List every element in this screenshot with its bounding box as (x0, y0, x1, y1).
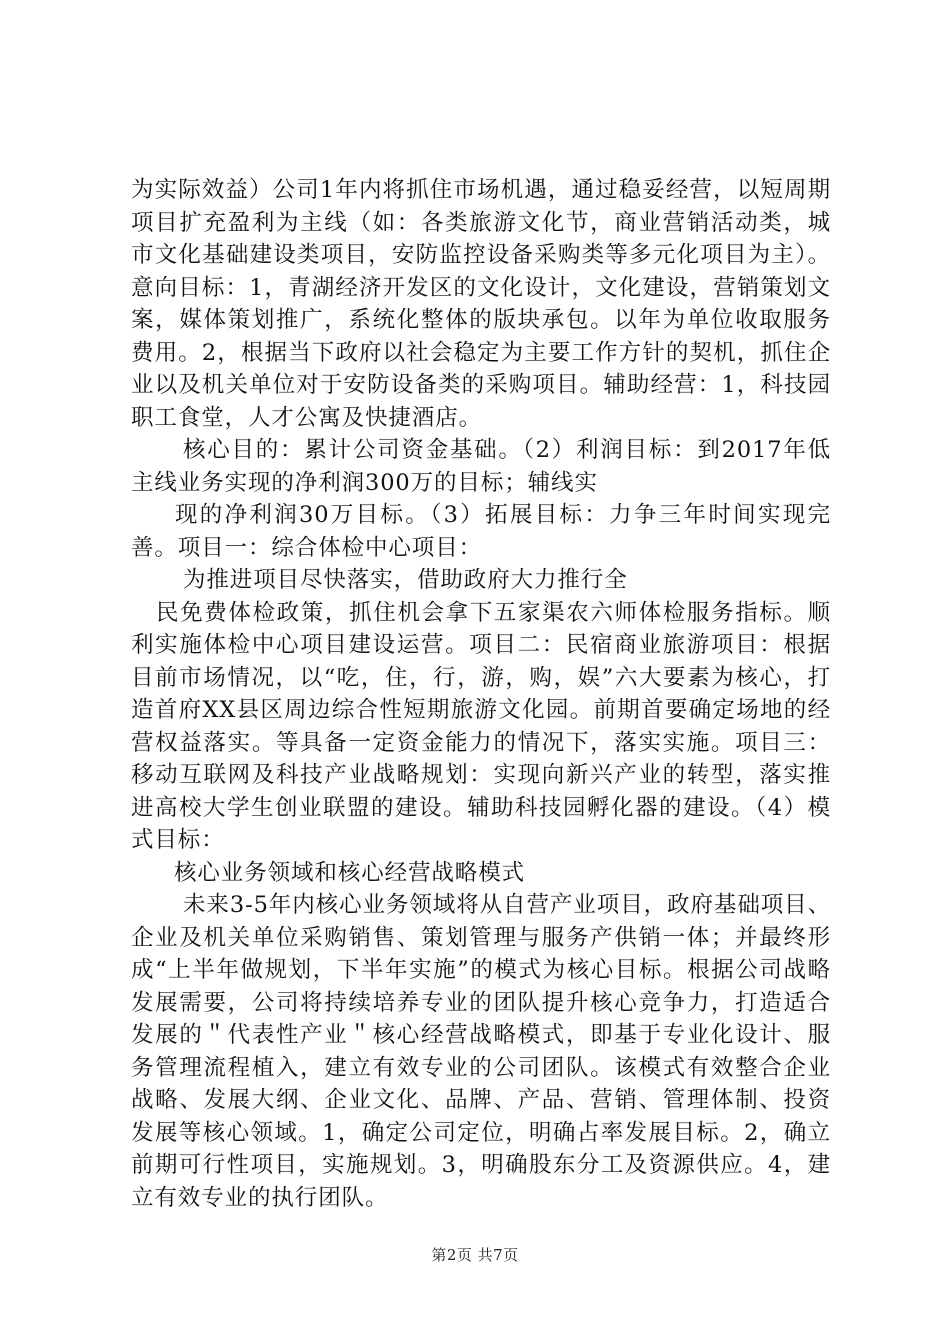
paragraph-model-heading: 核心业务领域和核心经营战略模式 (174, 859, 526, 886)
paragraph-targets: 为实际效益）公司1年内将抓住市场机遇，通过稳妥经营，以短周期项目扩充盈利为主线（如：各类旅游文化节，商业营销活动类，城市文化基础建设类项目，安防监控设备采购类等多元化项目为主）。意向目标：1，青湖经济开发区的文化设计，文化建设，营销策划文案，媒体策划推广，系统化整体的版块承包。以年为单位收取服务费用。2，根据当下政府以社会稳定为主要工作方针的契机，抓住企业以及机关单位对于安防设备类的采购项目。辅助经营：1，科技园职工食堂，人才公寓及快捷酒店。 (131, 177, 831, 431)
page-number-footer: 第2页 共7页 (431, 1246, 519, 1264)
paragraph-core-purpose: 核心目的：累计公司资金基础。（2）利润目标：到2017年低主线业务实现的净利润300万的目标；辅线实 (131, 437, 831, 496)
paragraph-profit-expansion: 现的净利润30万目标。（3）拓展目标：力争三年时间实现完善。项目一：综合体检中心项目： (131, 502, 831, 561)
document-body (131, 174, 831, 1214)
paragraph-projects: 民免费体检政策，抓住机会拿下五家渠农六师体检服务指标。顺利实施体检中心项目建设运营。项目二：民宿商业旅游项目：根据目前市场情况，以“吃，住，行，游，购，娱”六大要素为核心，打造首府XX县区周边综合性短期旅游文化园。前期首要确定场地的经营权益落实。等具备一定资金能力的情况下，落实实施。项目三：移动互联网及科技产业战略规划：实现向新兴产业的转型，落实推进高校大学生创业联盟的建设。辅助科技园孵化器的建设。（4）模式目标： (131, 599, 831, 853)
paragraph-core-business: 未来3-5年内核心业务领域将从自营产业项目，政府基础项目、企业及机关单位采购销售、策划管理与服务产供销一体；并最终形成“上半年做规划，下半年实施”的模式为核心目标。根据公司战略发展需要，公司将持续培养专业的团队提升核心竞争力，打造适合发展的＂代表性产业＂核心经营战略模式，即基于专业化设计、服务管理流程植入，建立有效专业的公司团队。该模式有效整合企业战略、发展大纲、企业文化、品牌、产品、营销、管理体制、投资发展等核心领域。1，确定公司定位，明确占率发展目标。2，确立前期可行性项目，实施规划。3，明确股东分工及资源供应。4，建立有效专业的执行团队。 (131, 892, 831, 1211)
paragraph-project-intro: 为推进项目尽快落实，借助政府大力推行全 (183, 567, 628, 593)
